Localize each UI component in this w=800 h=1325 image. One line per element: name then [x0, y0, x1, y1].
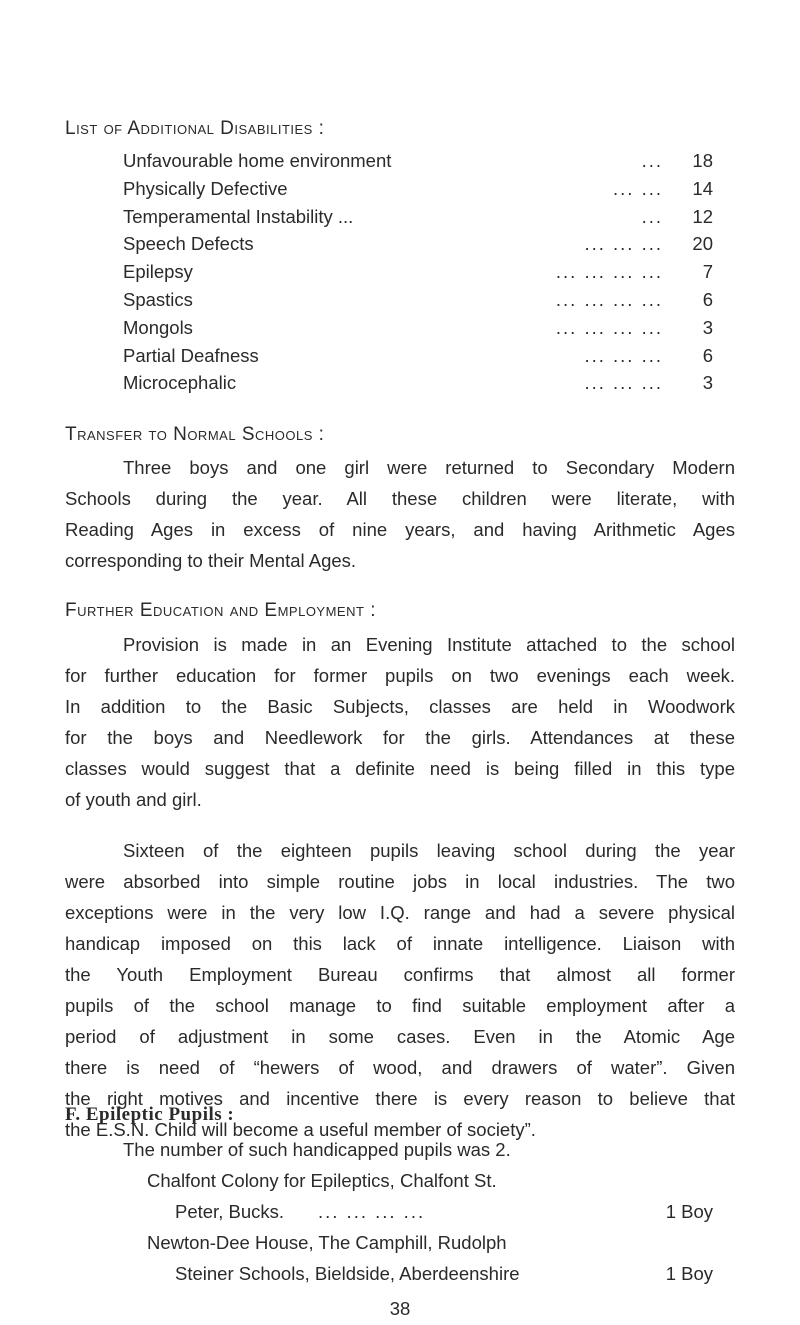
- disability-label: Temperamental Instability ...: [123, 205, 354, 227]
- disability-label: Physically Defective: [123, 177, 288, 199]
- leader-dots: ... ... ... ...: [555, 289, 663, 310]
- disability-count: 6: [702, 344, 713, 366]
- epileptic-list: [123, 1134, 713, 1289]
- entry-2-line-2: Steiner Schools, Bieldside, Aberdeenshire: [175, 1263, 520, 1284]
- disability-row: [123, 178, 713, 206]
- disability-count: 3: [702, 372, 713, 394]
- disability-row: [123, 289, 713, 317]
- disability-label: Epilepsy: [123, 261, 193, 283]
- leader-dots: ... ... ...: [584, 344, 663, 366]
- disability-count: 3: [702, 316, 713, 338]
- text-line: Reading Ages in excess of nine years, and having Arithmetic Ages: [65, 519, 735, 540]
- disability-label: Mongols: [123, 316, 193, 338]
- text-line: period of adjustment in some cases. Even in the Atomic Age: [65, 1026, 735, 1047]
- transfer-heading: Transfer to Normal Schools :: [65, 424, 325, 445]
- further-paragraph-2: [65, 835, 735, 1145]
- text-line: exceptions were in the very low I.Q. range and had a severe physical: [65, 902, 735, 923]
- disability-count: 20: [692, 233, 713, 255]
- text-line: classes would suggest that a definite need is being filled in this type: [65, 758, 735, 779]
- text-line: the Youth Employment Bureau confirms that almost all former: [65, 964, 735, 985]
- disability-label: Speech Defects: [123, 233, 254, 255]
- disability-row: [123, 150, 713, 178]
- text-line: the right motives and incentive there is every reason to believe that: [65, 1088, 735, 1109]
- text-line: Schools during the year. All these children were literate, with: [65, 488, 735, 509]
- disability-label: Partial Deafness: [123, 344, 259, 366]
- text-line: Three boys and one girl were returned to Secondary Modern: [123, 457, 735, 478]
- text-line: handicap imposed on this lack of innate intelligence. Liaison with: [65, 933, 735, 954]
- entry-2-value: 1 Boy: [665, 1263, 713, 1284]
- disability-row: [123, 261, 713, 289]
- disability-count: 12: [692, 205, 713, 227]
- text-line: for further education for former pupils on two evenings each week.: [65, 665, 735, 686]
- text-line: for the boys and Needlework for the girls. Attendances at these: [65, 727, 735, 748]
- text-line: pupils of the school manage to find suitable employment after a: [65, 995, 735, 1016]
- leader-dots: ... ...: [613, 177, 663, 199]
- disability-count: 14: [692, 177, 713, 199]
- disability-label: Unfavourable home environment: [123, 150, 392, 171]
- disability-count: 7: [702, 261, 713, 283]
- text-line: Sixteen of the eighteen pupils leaving school during the year: [123, 840, 735, 861]
- leader-dots: ...: [641, 205, 663, 227]
- text-line: Provision is made in an Evening Institute attached to the school: [123, 634, 735, 655]
- entry-1-line-2: Peter, Bucks. ... ... ... ...: [175, 1201, 426, 1222]
- disability-row: [123, 317, 713, 345]
- disability-row: [123, 345, 713, 373]
- further-paragraph-1: [65, 629, 735, 815]
- disability-row: [123, 233, 713, 261]
- disability-row: [123, 372, 713, 400]
- text-line: of youth and girl.: [65, 789, 202, 810]
- leader-dots: ... ... ...: [584, 372, 663, 394]
- epileptic-intro: The number of such handicapped pupils was 2.: [123, 1139, 511, 1160]
- disability-label: Microcephalic: [123, 372, 237, 394]
- disabilities-heading: List of Additional Disabilities :: [65, 118, 325, 139]
- text-line: were absorbed into simple routine jobs in local industries. The two: [65, 871, 735, 892]
- entry-1-line-1: Chalfont Colony for Epileptics, Chalfont St.: [147, 1170, 497, 1191]
- leader-dots: ... ... ...: [584, 233, 663, 255]
- disability-row: [123, 206, 713, 234]
- text-line: In addition to the Basic Subjects, classes are held in Woodwork: [65, 696, 735, 717]
- disability-count: 6: [702, 289, 713, 310]
- disability-count: 18: [692, 150, 713, 171]
- entry-2-line-1: Newton-Dee House, The Camphill, Rudolph: [147, 1232, 507, 1253]
- page-number: 38: [389, 1298, 411, 1319]
- text-line: corresponding to their Mental Ages.: [65, 550, 357, 571]
- disability-label: Spastics: [123, 289, 193, 310]
- text-line: the E.S.N. Child will become a useful member of society”.: [65, 1119, 536, 1140]
- leader-dots: ... ... ... ...: [555, 316, 663, 338]
- further-heading: Further Education and Employment :: [65, 600, 376, 621]
- transfer-paragraph: [65, 452, 735, 576]
- leader-dots: ...: [641, 150, 663, 171]
- text-line: there is need of “hewers of wood, and drawers of water”. Given: [65, 1057, 735, 1078]
- leader-dots: ... ... ... ...: [555, 261, 663, 283]
- epileptic-heading: F. Epileptic Pupils :: [65, 1104, 235, 1125]
- entry-1-value: 1 Boy: [665, 1201, 713, 1222]
